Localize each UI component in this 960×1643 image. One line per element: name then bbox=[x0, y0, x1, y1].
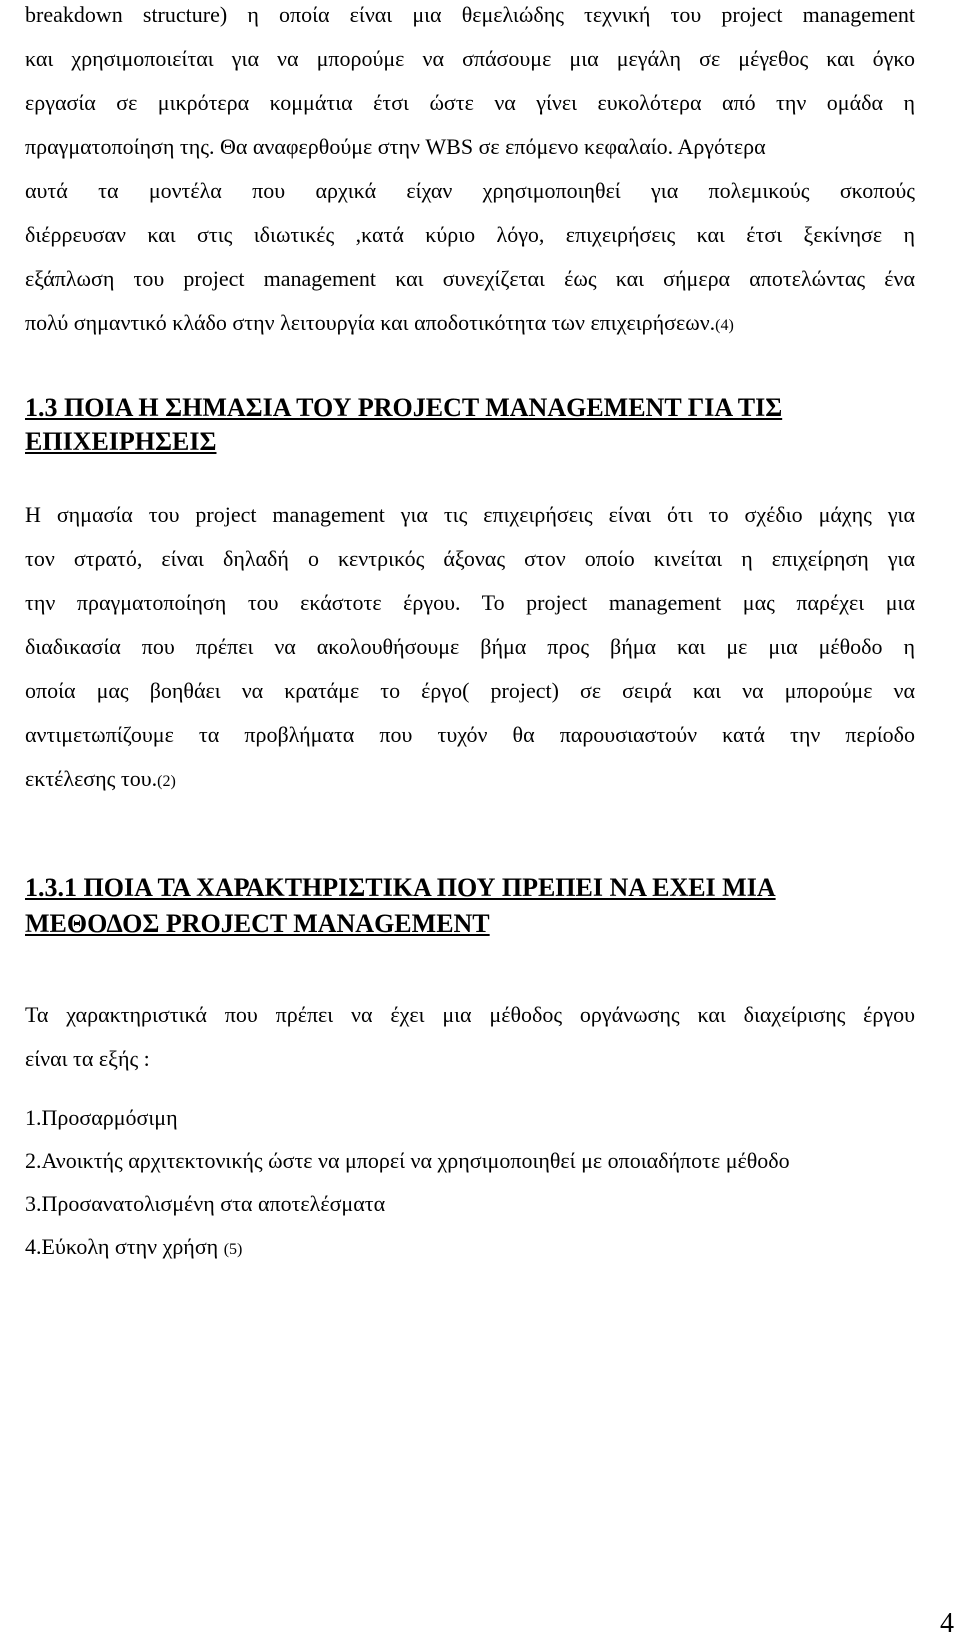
list-item-text: Προσανατολισμένη στα αποτελέσματα bbox=[41, 1191, 386, 1216]
section-1-3-line-2: τον στρατό, είναι δηλαδή ο κεντρικός άξονας στον οποίο κινείται η επιχείρηση για bbox=[25, 546, 915, 571]
list-item-number: 1. bbox=[25, 1105, 42, 1130]
list-item-number: 3. bbox=[25, 1191, 42, 1216]
intro-line-8-text: πολύ σημαντικό κλάδο στην λειτουργία και αποδοτικότητα των επιχειρήσεων. bbox=[25, 310, 716, 335]
intro-line-7: εξάπλωση του project management και συνεχίζεται έως και σήμερα αποτελώντας ένα bbox=[25, 266, 915, 291]
section-1-3-line-5: οποία μας βοηθάει να κρατάμε το έργο( project) σε σειρά και να μπορούμε να bbox=[25, 678, 915, 703]
section-1-3-reference: (2) bbox=[157, 773, 176, 790]
section-1-3-1-heading-line-1: 1.3.1 ΠΟΙΑ ΤΑ ΧΑΡΑΚΤΗΡΙΣΤΙΚΑ ΠΟΥ ΠΡΕΠΕΙ ΝΑ ΕΧΕΙ ΜΙΑ bbox=[25, 873, 776, 902]
section-1-3-line-4: διαδικασία που πρέπει να ακολουθήσουμε βήμα προς βήμα και με μια μέθοδο η bbox=[25, 634, 915, 659]
section-1-3-heading-line-2: ΕΠΙΧΕΙΡΗΣΕΙΣ bbox=[25, 427, 217, 456]
section-1-3-1-heading-line-2: ΜΕΘΟΔΟΣ PROJECT MANAGEMENT bbox=[25, 909, 490, 938]
page-number: 4 bbox=[940, 1608, 954, 1639]
section-1-3-heading-line-1: 1.3 ΠΟΙΑ Η ΣΗΜΑΣΙΑ ΤΟΥ PROJECT MANAGEMENT ΓΙΑ ΤΙΣ bbox=[25, 393, 783, 422]
intro-line-2: και χρησιμοποιείται για να μπορούμε να σπάσουμε μια μεγάλη σε μέγεθος και όγκο bbox=[25, 46, 915, 71]
list-item-text: Ανοικτής αρχιτεκτονικής ώστε να μπορεί να χρησιμοποιηθεί με οποιαδήποτε μέθοδο bbox=[41, 1148, 790, 1173]
intro-line-1: breakdown structure) η οποία είναι μια θεμελιώδης τεχνική του project management bbox=[25, 2, 915, 27]
list-item-number: 2. bbox=[25, 1148, 42, 1173]
intro-line-3: εργασία σε μικρότερα κομμάτια έτσι ώστε να γίνει ευκολότερα από την ομάδα η bbox=[25, 90, 915, 115]
list-item bbox=[25, 1189, 385, 1219]
intro-line-6: διέρρευσαν και στις ιδιωτικές ,κατά κύριο λόγο, επιχειρήσεις και έτσι ξεκίνησε η bbox=[25, 222, 915, 247]
list-item bbox=[25, 1103, 178, 1133]
list-item bbox=[25, 1146, 790, 1176]
section-1-3-1-intro-line-2: είναι τα εξής : bbox=[25, 1046, 150, 1071]
list-item-text: Προσαρμόσιμη bbox=[41, 1105, 178, 1130]
intro-line-4: πραγματοποίηση της. Θα αναφερθούμε στην WBS σε επόμενο κεφαλαίο. Αργότερα bbox=[25, 134, 766, 159]
section-1-3-line-3: την πραγματοποίηση του εκάστοτε έργου. Το project management μας παρέχει μια bbox=[25, 590, 915, 615]
intro-reference: (4) bbox=[715, 317, 734, 334]
section-1-3-line-6: αντιμετωπίζουμε τα προβλήματα που τυχόν θα παρουσιαστούν κατά την περίοδο bbox=[25, 722, 915, 747]
list-item-number: 4. bbox=[25, 1234, 42, 1259]
section-1-3-line-7 bbox=[25, 764, 915, 797]
section-1-3-1-intro-line-1: Τα χαρακτηριστικά που πρέπει να έχει μια μέθοδος οργάνωσης και διαχείρισης έργου bbox=[25, 1002, 915, 1027]
list-item bbox=[25, 1232, 242, 1265]
section-1-3-line-1: Η σημασία του project management για τις επιχειρήσεις είναι ότι το σχέδιο μάχης για bbox=[25, 502, 915, 527]
list-item-text: Εύκολη στην χρήση bbox=[41, 1234, 224, 1259]
intro-line-8 bbox=[25, 308, 915, 341]
section-1-3-line-7-text: εκτέλεσης του. bbox=[25, 766, 158, 791]
list-item-reference: (5) bbox=[223, 1241, 243, 1258]
intro-line-5: αυτά τα μοντέλα που αρχικά είχαν χρησιμοποιηθεί για πολεμικούς σκοπούς bbox=[25, 178, 915, 203]
